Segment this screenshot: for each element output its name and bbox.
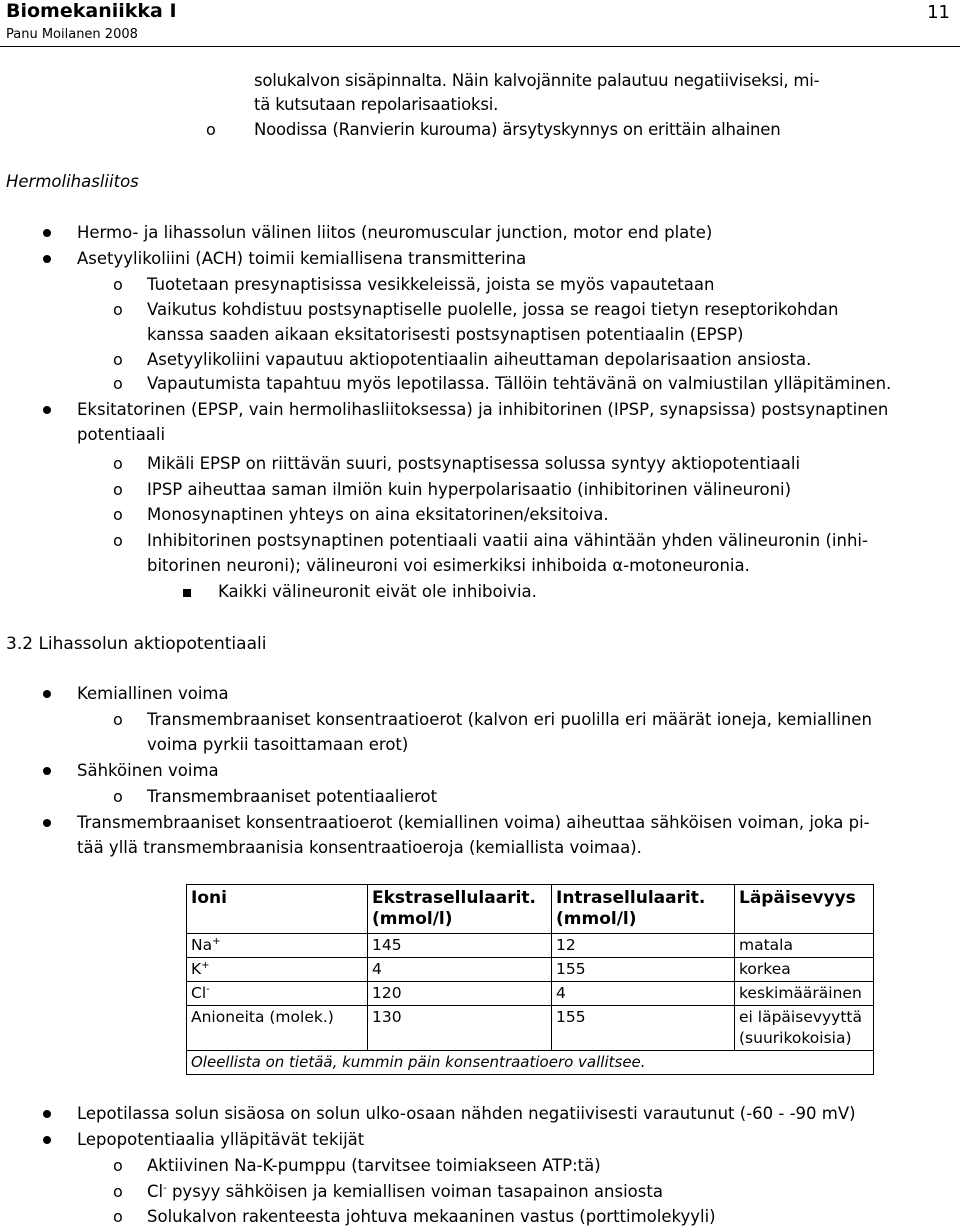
sub-bullet-marker: o [113, 531, 123, 550]
table-row [187, 982, 874, 1006]
ion-concentration-table [186, 884, 874, 1075]
list-item: Sähköinen voima [77, 761, 219, 780]
cell-ion: Cl- [187, 982, 368, 1006]
list-item: IPSP aiheuttaa saman ilmiön kuin hyperpolarisaatio (inhibitorinen välineuroni) [147, 480, 792, 499]
list-item-continuation: voima pyrkii tasoittamaan erot) [147, 735, 409, 754]
list-item-continuation: potentiaali [77, 425, 166, 444]
sub-bullet-marker: o [113, 454, 123, 473]
list-item: Tuotetaan presynaptisissa vesikkeleissä, joista se myös vapautetaan [147, 275, 715, 294]
bullet-marker [43, 229, 51, 237]
sub-bullet-marker: o [113, 710, 123, 729]
list-item-continuation: kanssa saaden aikaan eksitatorisesti postsynaptisen potentiaalin (EPSP) [147, 325, 744, 344]
cell-intracellular: 155 [552, 958, 735, 982]
header-extracellular: Ekstrasellulaarit. (mmol/l) [368, 885, 552, 934]
header-ion: Ioni [187, 885, 368, 934]
list-item: Kaikki välineuronit eivät ole inhiboivia. [218, 582, 537, 601]
sub-bullet-marker: o [113, 787, 123, 806]
bullet-marker [43, 255, 51, 263]
bullet-marker [43, 690, 51, 698]
table-row [187, 934, 874, 958]
bullet-marker [43, 406, 51, 414]
sub-bullet-marker: o [113, 300, 123, 319]
list-item: Eksitatorinen (EPSP, vain hermolihasliitoksessa) ja inhibitorinen (IPSP, synapsissa) postsynaptinen [77, 400, 889, 419]
list-item: Monosynaptinen yhteys on aina eksitatorinen/eksitoiva. [147, 505, 609, 524]
sub-bullet-marker: o [113, 505, 123, 524]
bullet-marker [43, 819, 51, 827]
cell-ion: Na+ [187, 934, 368, 958]
cell-extracellular: 120 [368, 982, 552, 1006]
list-item: Lepopotentiaalia ylläpitävät tekijät [77, 1130, 365, 1149]
cell-intracellular: 4 [552, 982, 735, 1006]
intro-line-1: solukalvon sisäpinnalta. Näin kalvojännite palautuu negatiiviseksi, mi- [254, 71, 820, 90]
cell-extracellular: 130 [368, 1006, 552, 1051]
page-header [0, 0, 960, 47]
table-note-row [187, 1051, 874, 1075]
sub-bullet-marker: o [113, 374, 123, 393]
section-heading-3-2: 3.2 Lihassolun aktiopotentiaali [6, 634, 267, 654]
sub-bullet-marker: o [113, 1182, 123, 1201]
list-item: Vaikutus kohdistuu postsynaptiselle puolelle, jossa se reagoi tietyn reseptorikohdan [147, 300, 839, 319]
sub-bullet-marker: o [206, 120, 216, 139]
cell-intracellular: 12 [552, 934, 735, 958]
square-bullet-marker [183, 589, 191, 597]
cell-permeability: matala [735, 934, 874, 958]
table-row [187, 958, 874, 982]
list-item: Lepotilassa solun sisäosa on solun ulko-osaan nähden negatiivisesti varautunut (-60 - -90 mV) [77, 1104, 856, 1123]
sub-bullet-marker: o [113, 275, 123, 294]
cell-ion: Anioneita (molek.) [187, 1006, 368, 1051]
list-item: Aktiivinen Na-K-pumppu (tarvitsee toimiakseen ATP:tä) [147, 1156, 601, 1175]
cell-permeability: ei läpäisevyyttä (suurikokoisia) [735, 1006, 874, 1051]
list-item: Transmembraaniset konsentraatioerot (kalvon eri puolilla eri määrät ioneja, kemiallinen [147, 710, 872, 729]
bullet-marker [43, 1136, 51, 1144]
table-header-row [187, 885, 874, 934]
header-author: Panu Moilanen 2008 [6, 27, 138, 42]
intro-line-2: tä kutsutaan repolarisaatioksi. [254, 95, 499, 114]
list-item-continuation: bitorinen neuroni); välineuroni voi esimerkiksi inhiboida α-motoneuronia. [147, 556, 750, 575]
sub-bullet-marker: o [113, 480, 123, 499]
list-item: Asetyylikoliini (ACH) toimii kemiallisena transmitterina [77, 249, 527, 268]
header-intracellular: Intrasellulaarit. (mmol/l) [552, 885, 735, 934]
sub-bullet-marker: o [113, 350, 123, 369]
bullet-marker [43, 1110, 51, 1118]
list-item: Asetyylikoliini vapautuu aktiopotentiaalin aiheuttaman depolarisaation ansiosta. [147, 350, 812, 369]
cell-ion: K+ [187, 958, 368, 982]
cell-extracellular: 145 [368, 934, 552, 958]
cell-permeability: keskimääräinen [735, 982, 874, 1006]
table-row [187, 1006, 874, 1051]
sub-bullet-marker: o [113, 1156, 123, 1175]
header-title: Biomekaniikka I [6, 0, 177, 22]
list-item: Mikäli EPSP on riittävän suuri, postsynaptisessa solussa syntyy aktiopotentiaali [147, 454, 801, 473]
intro-node-item: Noodissa (Ranvierin kurouma) ärsytyskynnys on erittäin alhainen [254, 120, 781, 139]
cell-permeability: korkea [735, 958, 874, 982]
list-item: Vapautumista tapahtuu myös lepotilassa. Tällöin tehtävänä on valmiustilan ylläpitäminen. [147, 374, 892, 393]
table-note: Oleellista on tietää, kummin päin konsentraatioero vallitsee. [187, 1051, 874, 1075]
header-permeability: Läpäisevyys [735, 885, 874, 934]
list-item: Transmembraaniset potentiaalierot [147, 787, 438, 806]
sub-bullet-marker: o [113, 1207, 123, 1226]
list-item: Kemiallinen voima [77, 684, 229, 703]
cell-extracellular: 4 [368, 958, 552, 982]
page-number: 11 [927, 2, 950, 23]
list-item: Inhibitorinen postsynaptinen potentiaali vaatii aina vähintään yhden välineuronin (inhi- [147, 531, 868, 550]
list-item: Cl- pysyy sähköisen ja kemiallisen voiman tasapainon ansiosta [147, 1182, 663, 1201]
bullet-marker [43, 767, 51, 775]
list-item: Transmembraaniset konsentraatioerot (kemiallinen voima) aiheuttaa sähköisen voiman, joka pi- [77, 813, 870, 832]
section-heading-neuromuscular: Hermolihasliitos [6, 172, 139, 191]
list-item: Hermo- ja lihassolun välinen liitos (neuromuscular junction, motor end plate) [77, 223, 713, 242]
list-item-continuation: tää yllä transmembraanisia konsentraatioeroja (kemiallista voimaa). [77, 838, 642, 857]
list-item: Solukalvon rakenteesta johtuva mekaaninen vastus (porttimolekyyli) [147, 1207, 716, 1226]
cell-intracellular: 155 [552, 1006, 735, 1051]
